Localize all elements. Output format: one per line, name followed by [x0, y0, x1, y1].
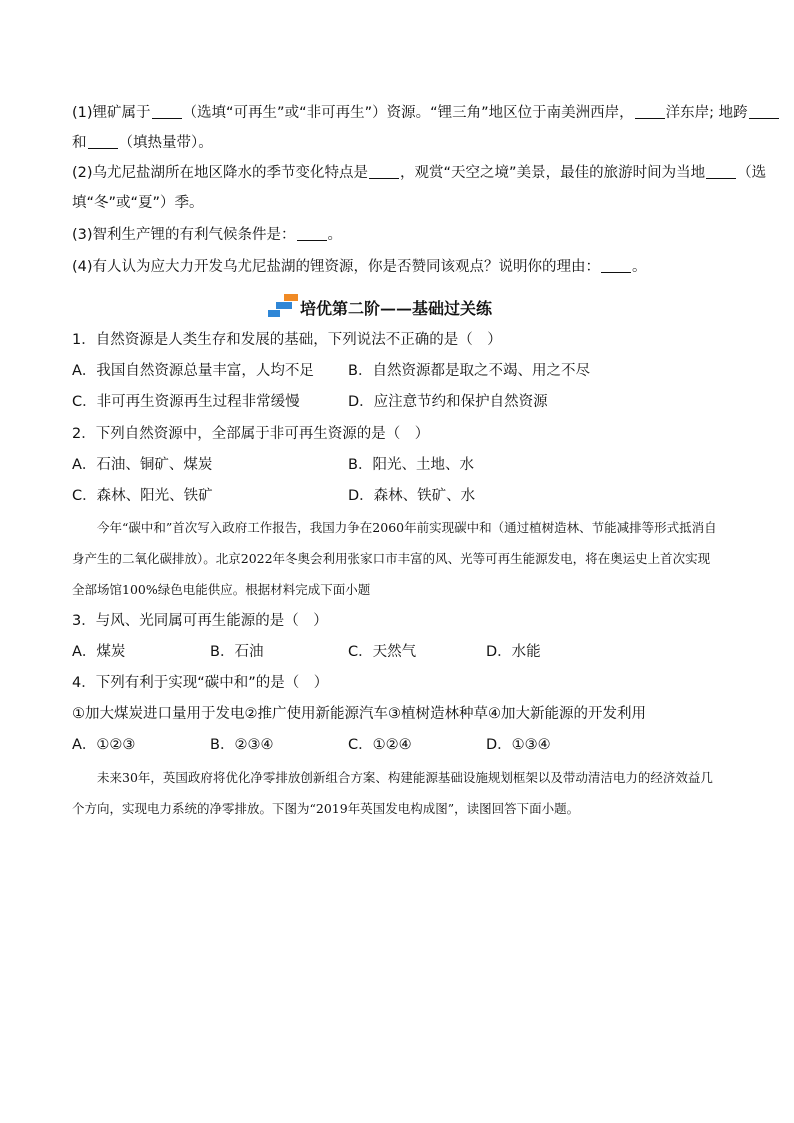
- answer-blank: [601, 258, 631, 273]
- question-line-6: [72, 257, 647, 277]
- question-text: （选: [737, 165, 767, 181]
- q1-option-d: D．应注意节约和保护自然资源: [348, 394, 548, 410]
- question-line-3: [72, 163, 766, 183]
- answer-blank: [635, 104, 665, 119]
- material-paragraph-1: 今年“碳中和”首次写入政府工作报告，我国力争在2060年前实现碳中和（通过植树造林、节能减排等形式抵消自身产生的二氧化碳排放）。北京2022年冬奥会利用张家口市丰富的风、光等可再生能源发电，将在奥运史上首次实现全部场馆100%绿色电能供应。根据材料完成下面小题: [72, 520, 717, 597]
- answer-blank: [749, 104, 779, 119]
- q4-items: ①加大煤炭进口量用于发电②推广使用新能源汽车③植树造林种草④加大新能源的开发利用: [72, 706, 646, 722]
- q3-stem: 3．与风、光同属可再生能源的是（ ）: [72, 613, 328, 629]
- section-blocks-icon: [268, 292, 300, 318]
- section-heading: [268, 292, 548, 322]
- section-title: 培优第二阶——基础过关练: [300, 299, 493, 318]
- question-text: 洋东岸; 地跨: [665, 105, 748, 121]
- answer-blank: [297, 226, 327, 241]
- question-text: (2)乌尤尼盐湖所在地区降水的季节变化特点是: [72, 165, 369, 181]
- question-text: （填热量带）。: [118, 135, 213, 151]
- q1-stem: 1．自然资源是人类生存和发展的基础，下列说法不正确的是（ ）: [72, 332, 502, 348]
- q1-option-b: B．自然资源都是取之不竭、用之不尽: [348, 363, 590, 379]
- question-line-4: [72, 193, 204, 213]
- q3-option-c: C．天然气: [348, 644, 417, 660]
- question-text: （选填“可再生”或“非可再生”）资源。“锂三角”地区位于南美洲西岸，: [182, 105, 634, 121]
- answer-blank: [152, 104, 182, 119]
- q2-option-d: D．森林、铁矿、水: [348, 488, 476, 504]
- answer-blank: [706, 164, 736, 179]
- question-line-2: [72, 133, 213, 153]
- q2-option-a: A．石油、铜矿、煤炭: [72, 457, 213, 473]
- question-text: 。: [327, 227, 343, 243]
- answer-blank: [369, 164, 399, 179]
- question-text: (4)有人认为应大力开发乌尤尼盐湖的锂资源，你是否赞同该观点？说明你的理由：: [72, 259, 601, 275]
- question-text: (3)智利生产锂的有利气候条件是：: [72, 227, 296, 243]
- question-line-1: [72, 103, 780, 123]
- q3-option-a: A．煤炭: [72, 644, 126, 660]
- q1-option-c: C．非可再生资源再生过程非常缓慢: [72, 394, 300, 410]
- q4-option-d: D．①③④: [486, 737, 551, 753]
- q3-option-b: B．石油: [210, 644, 264, 660]
- q2-stem: 2．下列自然资源中，全部属于非可再生资源的是（ ）: [72, 426, 430, 442]
- question-text: 。: [632, 259, 647, 275]
- q4-option-a: A．①②③: [72, 737, 136, 753]
- material-paragraph-2: 未来30年，英国政府将优化净零排放创新组合方案、构建能源基础设施规划框架以及带动清洁电力的经济效益几个方向，实现电力系统的净零排放。下图为“2019年英国发电构成图”，读图回答下面小题。: [72, 770, 713, 816]
- question-text: 填“冬”或“夏”）季。: [72, 195, 204, 211]
- question-text: (1)锂矿属于: [72, 105, 151, 121]
- q2-option-c: C．森林、阳光、铁矿: [72, 488, 213, 504]
- q2-option-b: B．阳光、土地、水: [348, 457, 474, 473]
- q1-option-a: A．我国自然资源总量丰富，人均不足: [72, 363, 314, 379]
- q3-option-d: D．水能: [486, 644, 541, 660]
- q4-stem: 4．下列有利于实现“碳中和”的是（ ）: [72, 675, 329, 691]
- q4-option-b: B．②③④: [210, 737, 274, 753]
- answer-blank: [88, 134, 118, 149]
- q4-option-c: C．①②④: [348, 737, 412, 753]
- question-line-5: [72, 225, 342, 245]
- question-text: ，观赏“天空之境”美景，最佳的旅游时间为当地: [400, 165, 706, 181]
- question-text: 和: [72, 135, 87, 151]
